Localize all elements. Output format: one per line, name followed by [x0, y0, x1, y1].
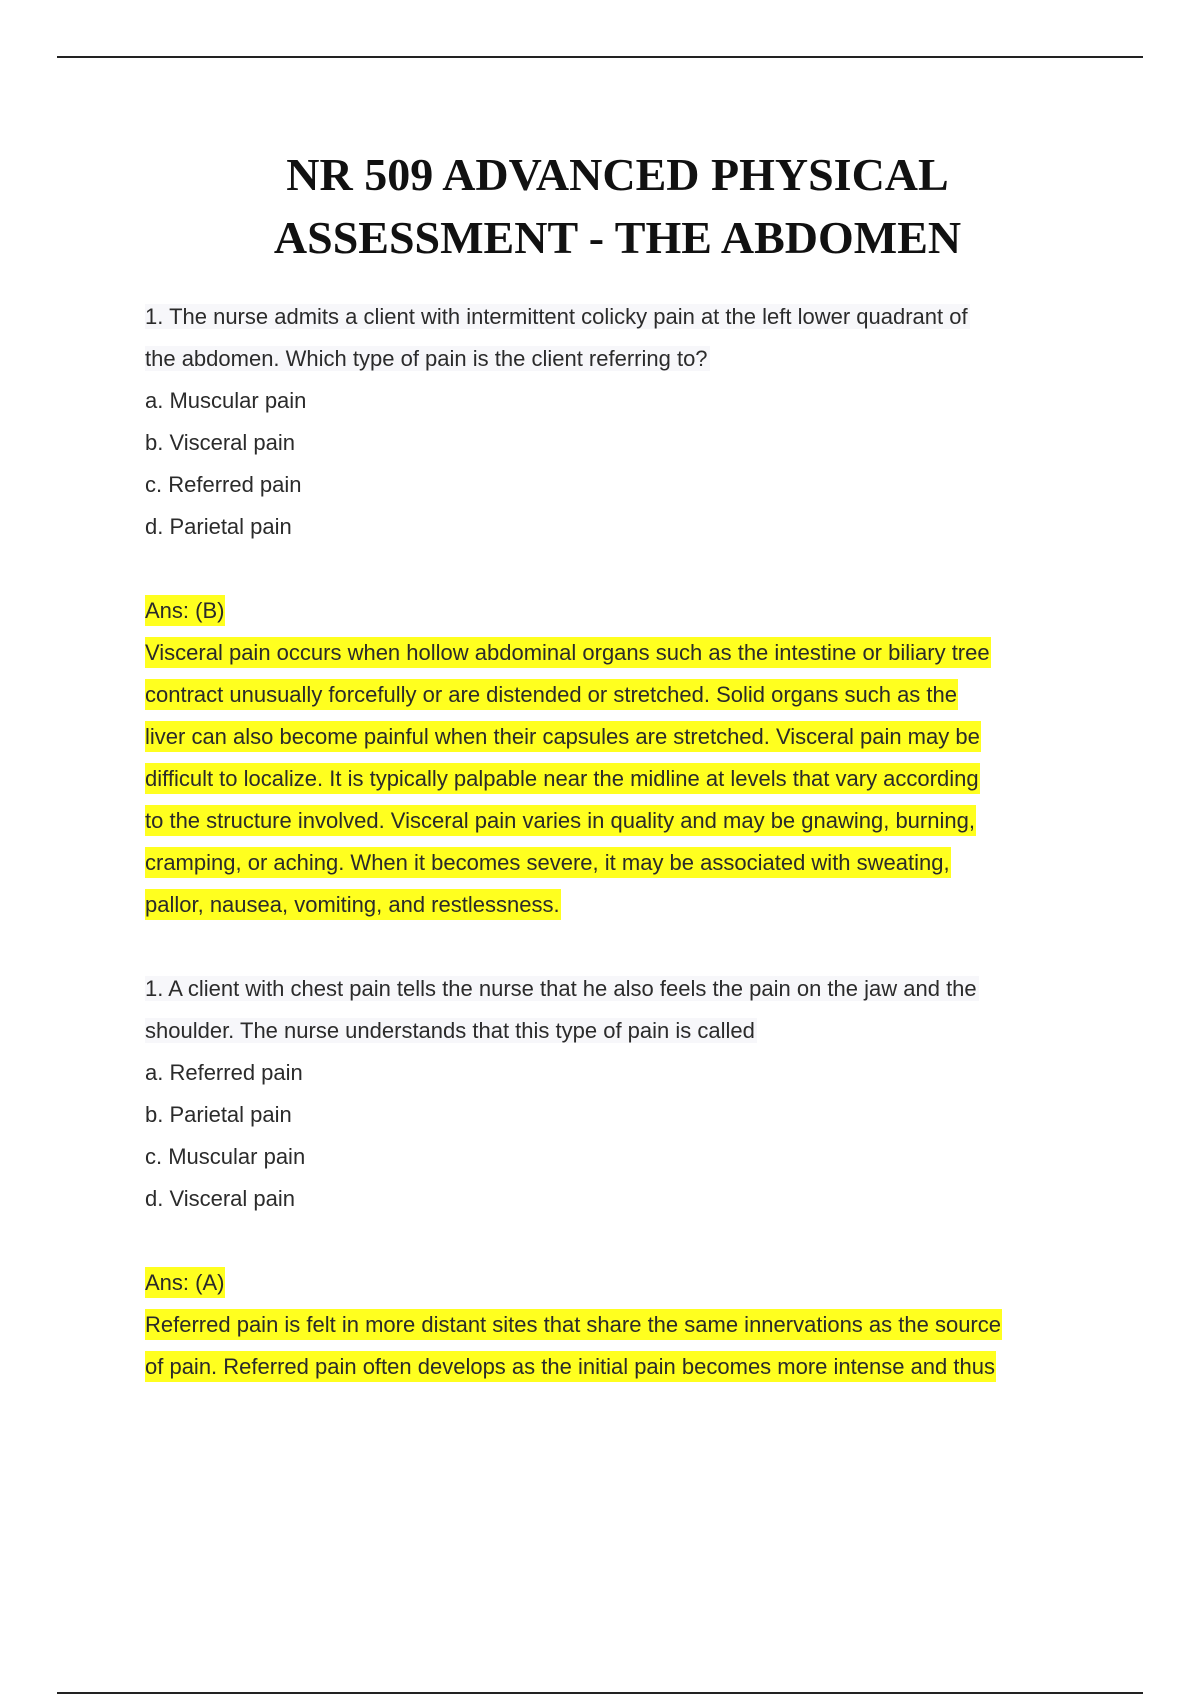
title-line-2: ASSESSMENT - THE ABDOMEN	[273, 212, 962, 263]
bottom-rule	[57, 1692, 1143, 1694]
question-2-answer: Ans: (A)	[145, 1262, 1100, 1304]
question-1-stem-line-1: 1. The nurse admits a client with intermittent colicky pain at the left lower quadrant of	[145, 304, 968, 329]
question-1-rationale-line-6: cramping, or aching. When it becomes severe, it may be associated with sweating,	[145, 842, 1100, 884]
question-1-answer: Ans: (B)	[145, 590, 1100, 632]
question-2-rationale-line-2: of pain. Referred pain often develops as the initial pain becomes more intense and thus	[145, 1346, 1100, 1388]
question-1-rationale-line-3: liver can also become painful when their capsules are stretched. Visceral pain may be	[145, 716, 1100, 758]
spacer	[145, 926, 1100, 968]
question-1	[145, 296, 1100, 926]
question-1-option-b: b. Visceral pain	[145, 430, 296, 455]
question-2-option-b: b. Parietal pain	[145, 1102, 292, 1127]
question-1-rationale-line-5: to the structure involved. Visceral pain varies in quality and may be gnawing, burning,	[145, 800, 1100, 842]
question-2-stem-line-1: 1. A client with chest pain tells the nurse that he also feels the pain on the jaw and the	[145, 976, 977, 1001]
question-2-option-d: d. Visceral pain	[145, 1186, 296, 1211]
question-1-rationale-line-7: pallor, nausea, vomiting, and restlessness.	[145, 884, 1100, 926]
question-2-rationale-line-1: Referred pain is felt in more distant sites that share the same innervations as the source	[145, 1304, 1100, 1346]
question-2-stem-line-2: shoulder. The nurse understands that this type of pain is called	[145, 1018, 755, 1043]
question-1-option-a: a. Muscular pain	[145, 388, 307, 413]
question-1-option-d: d. Parietal pain	[145, 514, 292, 539]
question-1-rationale-line-2: contract unusually forcefully or are distended or stretched. Solid organs such as the	[145, 674, 1100, 716]
question-2-option-c: c. Muscular pain	[145, 1144, 306, 1169]
question-1-stem-line-2: the abdomen. Which type of pain is the client referring to?	[145, 346, 708, 371]
spacer	[145, 548, 1100, 590]
document-title	[0, 143, 1200, 269]
document-body	[145, 296, 1100, 1388]
title-line-1: NR 509 ADVANCED PHYSICAL	[286, 149, 949, 200]
spacer	[145, 1220, 1100, 1262]
top-rule	[57, 56, 1143, 58]
question-1-rationale-line-4: difficult to localize. It is typically palpable near the midline at levels that vary according	[145, 758, 1100, 800]
question-1-option-c: c. Referred pain	[145, 472, 302, 497]
question-1-rationale-line-1: Visceral pain occurs when hollow abdominal organs such as the intestine or biliary tree	[145, 632, 1100, 674]
question-2	[145, 968, 1100, 1388]
question-2-option-a: a. Referred pain	[145, 1060, 303, 1085]
